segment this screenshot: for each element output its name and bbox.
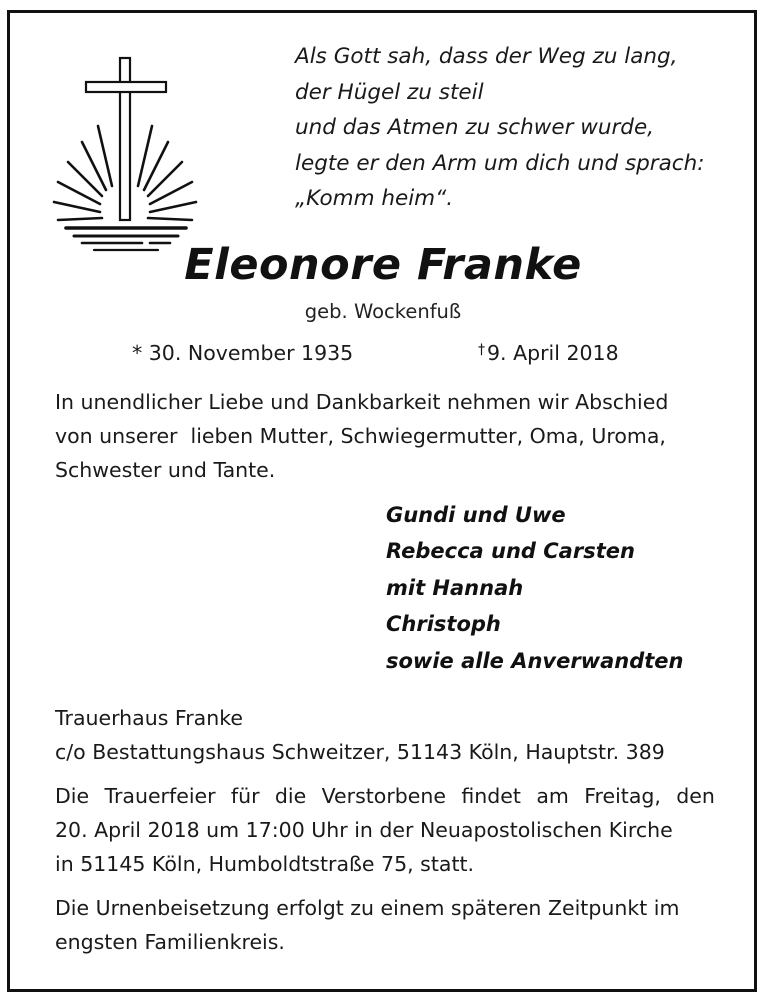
- service-word: die: [274, 784, 307, 808]
- deceased-name: Eleonore Franke: [184, 240, 582, 290]
- address-line: Trauerhaus Franke: [55, 706, 243, 730]
- farewell-line: Schwester und Tante.: [55, 458, 276, 483]
- burial-line: engsten Familienkreis.: [55, 930, 285, 955]
- farewell-line: In unendlicher Liebe und Dankbarkeit nehmen wir Abschied: [55, 390, 669, 414]
- service-word: Freitag,: [584, 784, 661, 808]
- death-date-row: [478, 341, 619, 365]
- farewell-text: [55, 385, 715, 488]
- signer: sowie alle Anverwandten: [386, 648, 684, 673]
- burial-line: Die Urnenbeisetzung erfolgt zu einem späteren Zeitpunkt im: [55, 896, 680, 920]
- death-date: 9. April 2018: [487, 341, 619, 365]
- signer: Gundi und Uwe: [386, 503, 566, 527]
- signer: Rebecca und Carsten: [386, 539, 635, 564]
- verse-line: „Komm heim“.: [295, 186, 454, 212]
- service-word: Trauerfeier: [104, 784, 216, 808]
- service-line-3: in 51145 Köln, Humboldtstraße 75, statt.: [55, 852, 475, 877]
- service-word: Die: [55, 784, 90, 808]
- burial-info: [55, 891, 715, 959]
- dagger-icon: †: [478, 342, 485, 358]
- service-line-2: 20. April 2018 um 17:00 Uhr in der Neuapostolischen Kirche: [55, 818, 673, 843]
- maiden-name: geb. Wockenfuß: [304, 300, 462, 323]
- cross-sunrise-icon: [46, 44, 206, 258]
- mourning-address: [55, 701, 715, 769]
- birth-date: * 30. November 1935: [132, 341, 354, 365]
- service-word: Verstorbene: [321, 784, 447, 808]
- signer: mit Hannah: [386, 575, 524, 600]
- verse-line: und das Atmen zu schwer wurde,: [295, 115, 655, 141]
- service-word: am: [536, 784, 569, 808]
- service-word: findet: [461, 784, 521, 808]
- service-line-1: [55, 779, 715, 813]
- signer: Christoph: [386, 612, 501, 637]
- verse: [295, 39, 745, 217]
- farewell-line: von unserer lieben Mutter, Schwiegermutter, Oma, Uroma,: [55, 424, 666, 449]
- service-word: für: [230, 784, 260, 808]
- service-word: den: [676, 784, 715, 808]
- service-info: [55, 779, 715, 882]
- signers-list: [386, 497, 746, 679]
- address-line: c/o Bestattungshaus Schweitzer, 51143 Köln, Hauptstr. 389: [55, 740, 665, 765]
- verse-line: der Hügel zu steil: [295, 79, 484, 105]
- verse-line: legte er den Arm um dich und sprach:: [295, 150, 705, 176]
- verse-line: Als Gott sah, dass der Weg zu lang,: [295, 44, 678, 69]
